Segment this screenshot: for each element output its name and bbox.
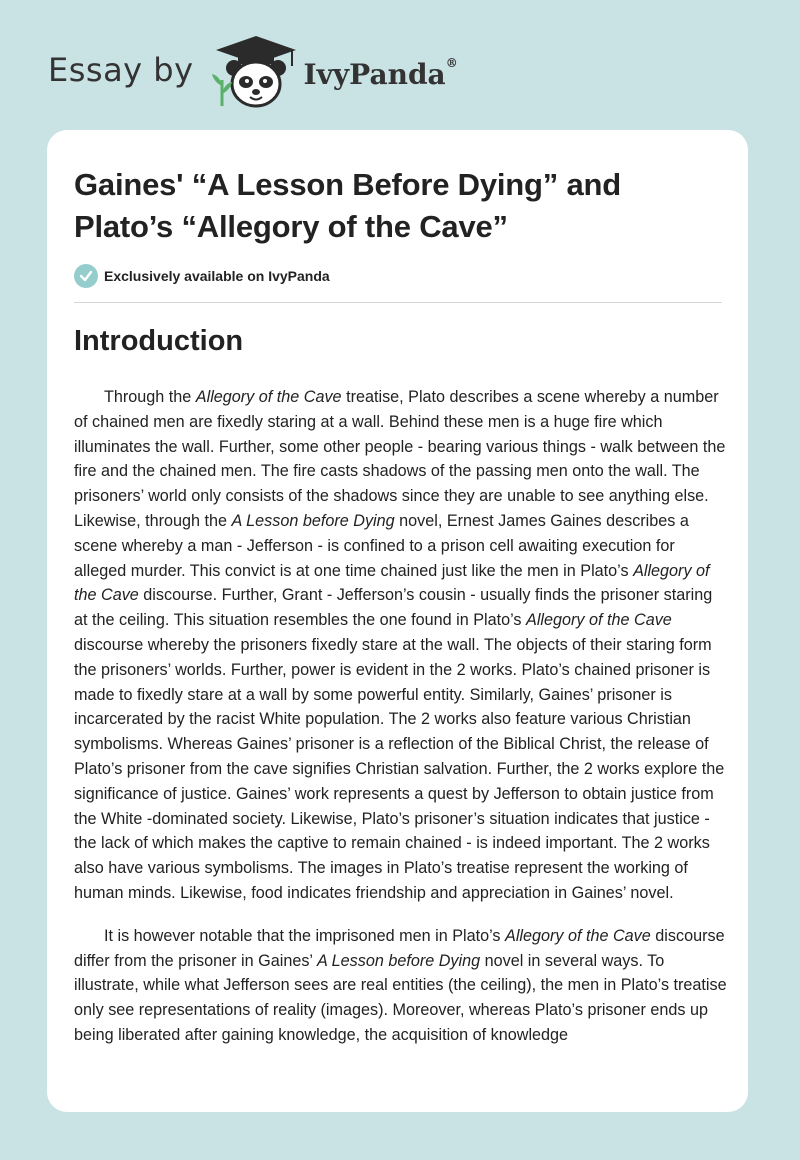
article-body: [74, 385, 729, 1066]
brand-header: [48, 36, 458, 108]
brand-name: IvyPanda®: [303, 55, 458, 91]
brand-prefix: Essay by: [48, 51, 194, 89]
section-heading: Introduction: [74, 325, 244, 357]
exclusive-badge: [74, 264, 330, 288]
article-title: Gaines' “A Lesson Before Dying” and Plato’s “Allegory of the Cave”: [74, 167, 622, 244]
article-card: [47, 130, 748, 1112]
checkmark-circle-icon: [74, 264, 98, 288]
paragraph-1: Through the Allegory of the Cave treatise, Plato describes a scene whereby a number of chained men are fixedly staring at a wall. Behind these men is a huge fire which illuminates the wall. Further, some other people - bearing various things - walk between the fire and the chained men. The fire casts shadows of the passing men onto the wall. The prisoners’ world only consists of the shadows since they are unable to see anything else. Likewise, through the A Lesson before Dying novel, Ernest James Gaines describes a scene whereby a man - Jefferson - is confined to a prison cell awaiting execution for alleged murder. This convict is at one time chained just like the men in Plato’s Allegory of the Cave discourse. Further, Grant - Jefferson’s cousin - usually finds the prisoner staring at the ceiling. This situation resembles the one found in Plato’s Allegory of the Cave discourse whereby the prisoners fixedly stare at the wall. The objects of their staring form the prisoners’ worlds. Further, power is evident in the 2 works. Plato’s chained prisoner is made to fixedly stare at a wall by some powerful entity. Similarly, Gaines’ prisoner is incarcerated by the racist White population. The 2 works also feature various Christian symbolisms. Whereas Gaines’ prisoner is a reflection of the Biblical Christ, the release of Plato’s prisoner from the cave signifies Christian salvation. Further, the 2 works explore the significance of justice. Gaines’ work represents a quest by Jefferson to obtain justice from the White -dominated society. Likewise, Plato’s prisoner’s situation indicates that justice - the lack of which makes the captive to remain chained - is indeed important. The 2 works also have various symbolisms. The images in Plato’s treatise represent the working of human minds. Likewise, food indicates friendship and appreciation in Gaines’ novel.: [74, 388, 726, 902]
badge-label: Exclusively available on IvyPanda: [104, 268, 330, 284]
divider: [74, 302, 722, 303]
panda-logo-icon: [210, 34, 302, 110]
paragraph-2: It is however notable that the imprisoned men in Plato’s Allegory of the Cave discourse differ from the prisoner in Gaines’ A Lesson before Dying novel in several ways. To illustrate, while what Jefferson sees are real entities (the ceiling), the men in Plato’s treatise only see representations of reality (images). Moreover, whereas Plato’s prisoner ends up being liberated after gaining knowledge, the acquisition of knowledge: [74, 926, 727, 1044]
